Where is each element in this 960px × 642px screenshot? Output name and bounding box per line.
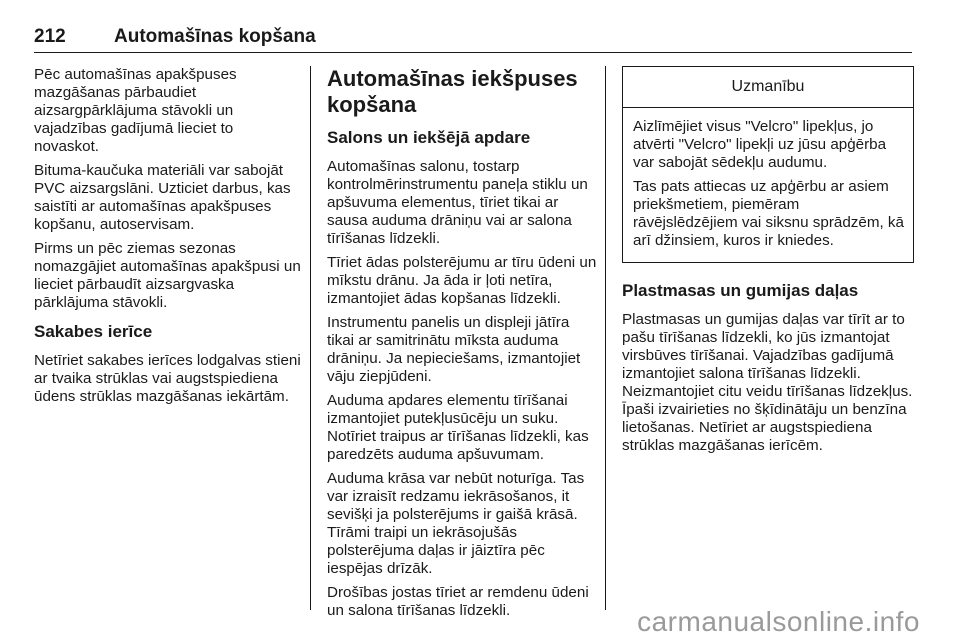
column-right: [622, 66, 914, 461]
watermark: carmanualsonline.info: [637, 606, 920, 637]
page-header: [34, 24, 912, 53]
paragraph: Auduma apdares elementu tīrīšanai izmantojiet putekļusūcēju un suku. Notīriet traipus ar tīrīšanas līdzekli, kas paredzēts auduma apšuvumam.: [327, 392, 589, 463]
column-divider: [605, 66, 606, 610]
column-divider: [310, 66, 311, 610]
page-number: 212: [34, 26, 66, 47]
paragraph: Netīriet sakabes ierīces lodgalvas stieni ar tvaika strūklas vai augstspiediena ūdens strūklas mazgāšanas iekārtām.: [34, 352, 301, 405]
subheading: Plastmasas un gumijas daļas: [622, 281, 859, 300]
chapter-title: Automašīnas kopšana: [114, 26, 316, 47]
paragraph: Tas pats attiecas uz apģērbu ar asiem priekšmetiem, piemēram rāvējslēdzējiem vai siksnu sprādzēm, kā arī džinsiem, kuros ir kniedes.: [633, 178, 904, 249]
paragraph: Bituma-kaučuka materiāli var sabojāt PVC aizsargslāni. Uzticiet darbus, kas saistīti ar automašīnas apakšpuses kopšanu, autoservisam.: [34, 162, 291, 233]
paragraph: Tīriet ādas polsterējumu ar tīru ūdeni un mīkstu drānu. Ja āda ir ļoti netīra, izmantojiet ādas kopšanas līdzekli.: [327, 254, 597, 307]
warning-body: [623, 108, 913, 262]
paragraph: Auduma krāsa var nebūt noturīga. Tas var izraisīt redzamu iekrāsošanos, it sevišķi ja polsterējums ir gaišā krāsā. Tīrāmi traipi un iekrāsojušās polsterējuma daļas ir jāiztīra pēc iespējas drīzāk.: [327, 470, 585, 577]
warning-title: Uzmanību: [623, 67, 913, 108]
column-left: [34, 66, 302, 412]
subheading: Sakabes ierīce: [34, 322, 153, 341]
paragraph: Plastmasas un gumijas daļas var tīrīt ar to pašu tīrīšanas līdzekli, ko jūs izmantojat virsbūves tīrīšanai. Vajadzības gadījumā izmantojiet salona tīrīšanas līdzekli. Neizmantojiet citu veidu tīrīšanas līdzekļus. Īpaši izvairieties no šķīdinātāju un benzīna lietošanas. Netīriet ar augstspiediena strūklas mazgāšanas ierīcēm.: [622, 311, 913, 454]
subheading: Salons un iekšējā apdare: [327, 128, 531, 147]
column-middle: [327, 66, 597, 626]
paragraph: Automašīnas salonu, tostarp kontrolmērinstrumentu paneļa stiklu un apšuvuma elementus, tīriet tikai ar sausa auduma drāniņu vai ar salona tīrīšanas līdzekli.: [327, 158, 588, 247]
section-title: Automašīnas iekšpuses kopšana: [327, 66, 578, 117]
paragraph: Pēc automašīnas apakšpuses mazgāšanas pārbaudiet aizsargpārklājuma stāvokli un vajadzības gadījumā lieciet to novaskot.: [34, 66, 237, 155]
paragraph: Pirms un pēc ziemas sezonas nomazgājiet automašīnas apakšpusi un lieciet pārbaudīt aizsargvaska pārklājuma stāvokli.: [34, 240, 301, 311]
paragraph: Aizlīmējiet visus "Velcro" lipekļus, jo atvērti "Velcro" lipekļi uz jūsu apģērba var sabojāt sēdekļu audumu.: [633, 118, 887, 171]
paragraph: Drošības jostas tīriet ar remdenu ūdeni un salona tīrīšanas līdzekli.: [327, 584, 589, 619]
warning-box: [622, 66, 914, 263]
paragraph: Instrumentu panelis un displeji jātīra tikai ar samitrinātu mīksta auduma drāniņu. Ja nepieciešams, izmantojiet vāju ziepjūdeni.: [327, 314, 581, 385]
